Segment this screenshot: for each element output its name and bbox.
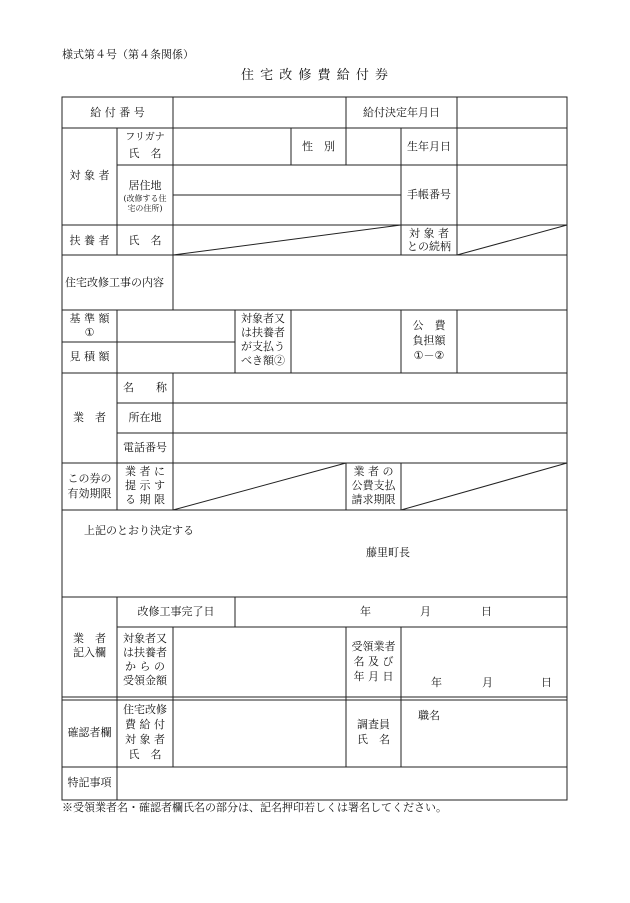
subject-name-label: 氏 名: [128, 147, 162, 160]
address-note-2: 宅の住所): [127, 204, 163, 213]
recipient-line-2: 名 及 び: [353, 655, 394, 668]
guardian-name-label: 氏 名: [128, 234, 162, 247]
completion-day: 日: [481, 605, 492, 618]
decision-statement: 上記のとおり決定する: [84, 524, 194, 537]
completion-date-label: 改修工事完了日: [137, 605, 215, 618]
recipient-line-1: 受領業者: [351, 640, 396, 653]
contractor-phone-label: 電話番号: [123, 441, 167, 454]
relation-label-1: 対 象 者: [409, 227, 449, 240]
public-line-1: 公 費: [412, 319, 446, 332]
claim-deadline-3: 請求期限: [351, 493, 396, 506]
beneficiary-line-4: 氏 名: [128, 748, 162, 761]
validity-label-1: この券の: [67, 472, 112, 485]
footnote: ※受領業者名・確認者欄氏名の部分は、記名押印若しくは署名してください。: [62, 801, 447, 814]
payable-line-3: が支払う: [241, 340, 285, 353]
received-amount-2: は扶養者: [123, 646, 167, 659]
investigator-label-1: 調査員: [357, 718, 390, 731]
standard-amount-mark: ①: [84, 326, 95, 339]
received-amount-4: 受領金額: [123, 674, 167, 687]
payable-line-2: は扶養者: [241, 326, 285, 339]
contractor-name-label: 名 称: [123, 381, 167, 394]
recipient-day: 日: [541, 676, 552, 689]
claim-deadline-2: 公費支払: [351, 479, 396, 492]
validity-label-2: 有効期限: [67, 487, 112, 500]
submit-deadline-2: 提 示 す: [125, 479, 165, 492]
position-label: 職名: [418, 709, 440, 722]
submit-deadline-1: 業 者 に: [125, 465, 165, 478]
received-amount-1: 対象者又: [123, 632, 167, 645]
birth-date-label: 生年月日: [407, 140, 451, 153]
claim-deadline-1: 業 者 の: [353, 465, 394, 478]
notebook-number-label: 手帳番号: [407, 188, 451, 201]
beneficiary-line-3: 対 象 者: [125, 733, 165, 746]
recipient-year: 年: [431, 676, 442, 689]
mayor-name: 藤里町長: [366, 546, 410, 559]
contractor-entry-label-1: 業 者: [73, 632, 106, 645]
contractor-section-label: 業 者: [73, 411, 106, 424]
completion-month: 月: [420, 605, 431, 618]
gender-label: 性 別: [302, 140, 335, 153]
submit-deadline-3: る 期 限: [125, 493, 165, 506]
guardian-section-label: 扶 養 者: [69, 234, 110, 247]
benefit-number-label: 給 付 番 号: [90, 106, 145, 119]
investigator-label-2: 氏 名: [357, 733, 390, 746]
subject-section-label: 対 象 者: [69, 169, 110, 182]
public-line-2: 負担額: [412, 334, 446, 347]
beneficiary-line-1: 住宅改修: [123, 703, 167, 716]
page-title: 住 宅 改 修 費 給 付 券: [241, 68, 389, 83]
contractor-location-label: 所在地: [128, 411, 162, 424]
contractor-entry-label-2: 記入欄: [73, 646, 106, 659]
form-number: 様式第４号（第４条関係）: [62, 48, 194, 61]
address-note-1: (改修する住: [123, 194, 167, 203]
public-line-3: ①－②: [413, 349, 445, 362]
beneficiary-line-2: 費 給 付: [125, 718, 165, 731]
standard-amount-label: 基 準 額: [69, 312, 110, 325]
confirmer-section-label: 確認者欄: [67, 726, 112, 739]
furigana-label: フリガナ: [125, 132, 165, 143]
recipient-month: 月: [482, 676, 493, 689]
relation-label-2: との続柄: [407, 240, 451, 253]
payable-line-4: べき額②: [241, 354, 285, 367]
received-amount-3: か ら の: [125, 660, 165, 673]
remarks-label: 特記事項: [67, 776, 112, 789]
work-content-label: 住宅改修工事の内容: [65, 276, 164, 289]
estimate-label: 見 積 額: [69, 350, 110, 363]
decision-date-label: 給付決定年月日: [363, 106, 440, 119]
address-label: 居住地: [128, 179, 162, 192]
completion-year: 年: [360, 605, 371, 618]
payable-line-1: 対象者又: [241, 312, 285, 325]
recipient-line-3: 年 月 日: [353, 670, 394, 683]
